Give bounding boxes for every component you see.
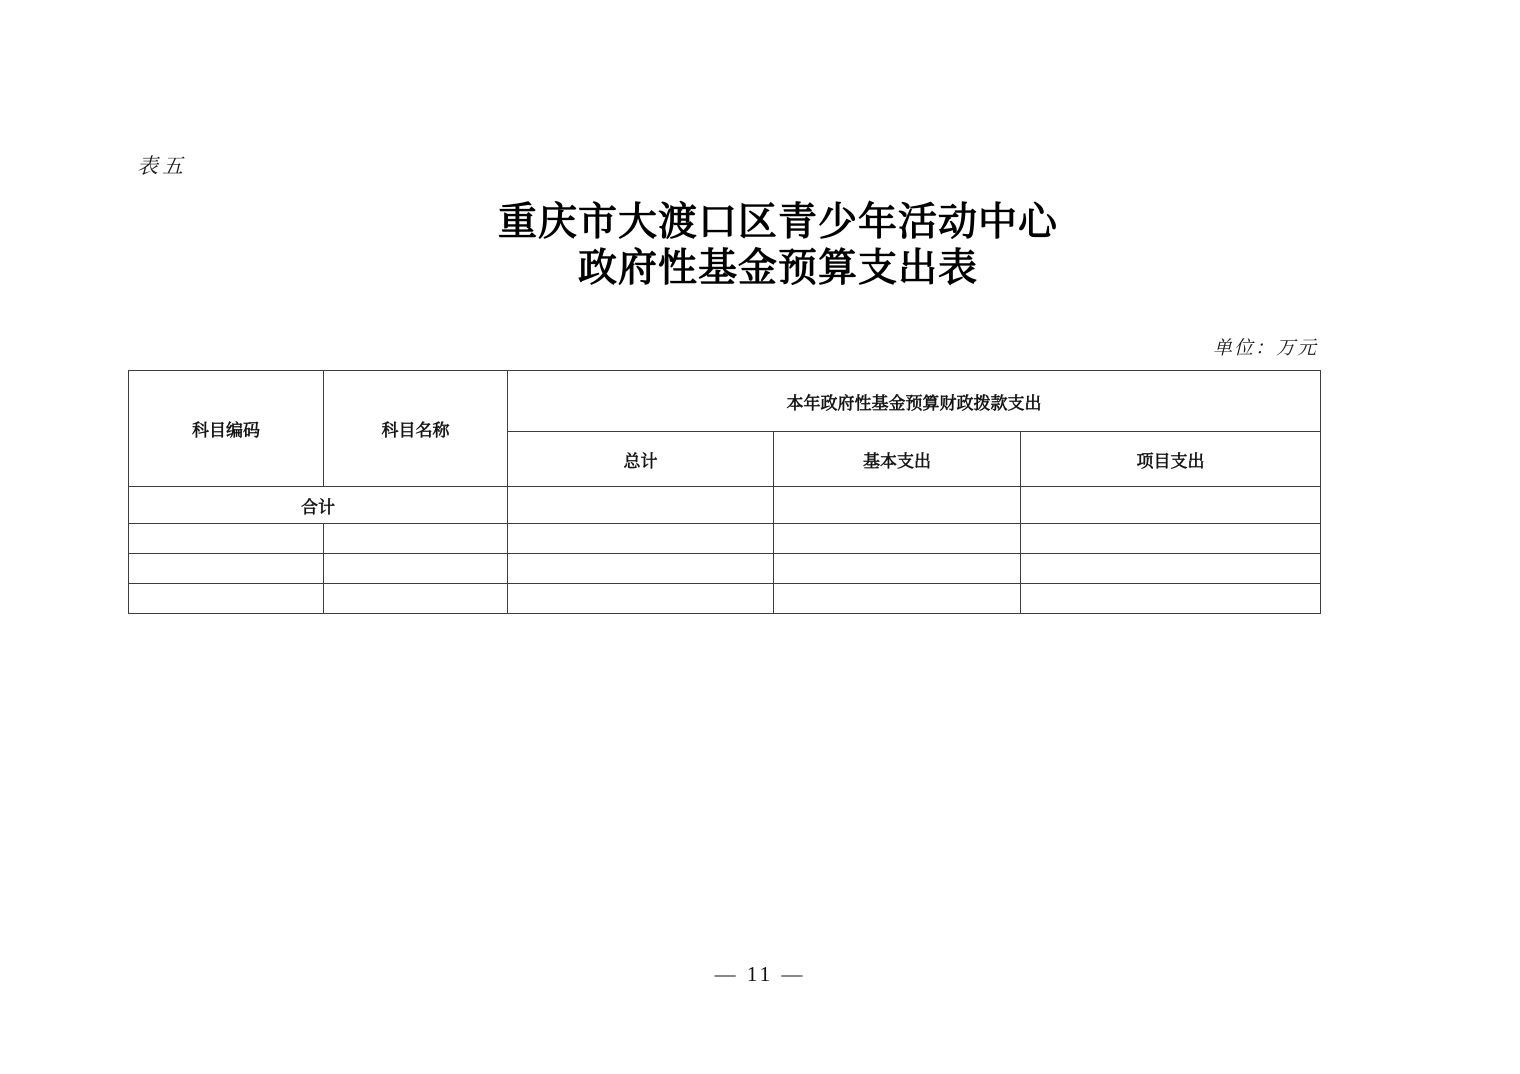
budget-table xyxy=(128,370,1321,614)
cell-project-value xyxy=(1021,524,1321,554)
cell-subject-code xyxy=(129,584,324,614)
header-cell-project: 项目支出 xyxy=(1021,432,1321,487)
header-cell-basic: 基本支出 xyxy=(774,432,1021,487)
cell-total-value xyxy=(508,554,774,584)
page-number: — 11 — xyxy=(714,962,806,986)
cell-subject-name xyxy=(324,524,508,554)
cell-project-value xyxy=(1021,584,1321,614)
cell-basic-value xyxy=(774,524,1021,554)
sheet-label: 表五 xyxy=(137,154,187,178)
cell-subject-code xyxy=(129,554,324,584)
cell-basic-value xyxy=(774,584,1021,614)
cell-subject-name xyxy=(324,554,508,584)
unit-note: 单位：万元 xyxy=(1212,338,1318,359)
header-cell-total: 总计 xyxy=(508,432,774,487)
cell-total-value xyxy=(508,584,774,614)
header-cell-subject-name: 科目名称 xyxy=(324,371,508,487)
cell-subject-code xyxy=(129,524,324,554)
header-cell-group: 本年政府性基金预算财政拨款支出 xyxy=(508,371,1321,432)
header-cell-subject-code: 科目编码 xyxy=(129,371,324,487)
cell-total-value xyxy=(508,524,774,554)
table-row xyxy=(129,554,1321,584)
document-title xyxy=(18,200,1520,292)
table-row xyxy=(129,524,1321,554)
document-title-line1: 重庆市大渡口区青少年活动中心 xyxy=(497,201,1058,244)
table-header-row-1 xyxy=(129,371,1321,432)
cell-total-label: 合计 xyxy=(129,487,508,524)
cell-project-value xyxy=(1021,487,1321,524)
document-title-line2: 政府性基金预算支出表 xyxy=(577,247,978,290)
cell-total-value xyxy=(508,487,774,524)
table-row xyxy=(129,584,1321,614)
cell-basic-value xyxy=(774,487,1021,524)
table-row-total xyxy=(129,487,1321,524)
cell-subject-name xyxy=(324,584,508,614)
cell-project-value xyxy=(1021,554,1321,584)
cell-basic-value xyxy=(774,554,1021,584)
